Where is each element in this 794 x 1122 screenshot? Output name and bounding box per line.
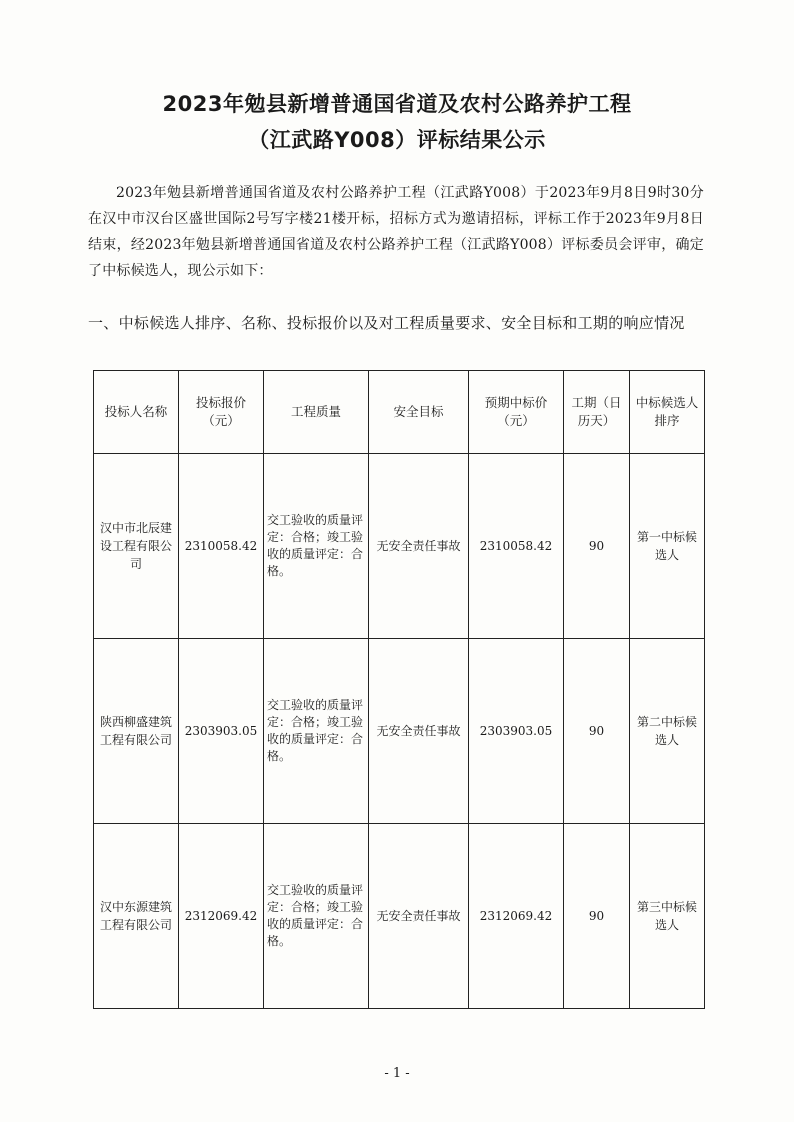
cell-rank: 第一中标候选人: [630, 454, 705, 639]
cell-quality: 交工验收的质量评定：合格；竣工验收的质量评定：合格。: [264, 639, 369, 824]
results-table: [93, 370, 705, 1009]
section1-heading: 一、中标候选人排序、名称、投标报价以及对工程质量要求、安全目标和工期的响应情况: [88, 314, 685, 332]
header-bidder: 投标人名称: [94, 371, 179, 454]
cell-bid-price: 2303903.05: [179, 639, 264, 824]
table-row: [94, 454, 705, 639]
table-row: [94, 824, 705, 1009]
header-duration: 工期（日历天）: [564, 371, 630, 454]
header-bid-price: 投标报价（元）: [179, 371, 264, 454]
cell-safety: 无安全责任事故: [369, 454, 469, 639]
header-rank: 中标候选人排序: [630, 371, 705, 454]
cell-quality: 交工验收的质量评定：合格；竣工验收的质量评定：合格。: [264, 454, 369, 639]
cell-rank: 第二中标候选人: [630, 639, 705, 824]
cell-expected-price: 2312069.42: [469, 824, 564, 1009]
document-title-line2: （江武路Y008）评标结果公示: [248, 128, 546, 152]
cell-expected-price: 2310058.42: [469, 454, 564, 639]
cell-bidder: 汉中市北辰建设工程有限公司: [94, 454, 179, 639]
cell-safety: 无安全责任事故: [369, 639, 469, 824]
header-quality: 工程质量: [264, 371, 369, 454]
table-row: [94, 639, 705, 824]
cell-safety: 无安全责任事故: [369, 824, 469, 1009]
header-safety: 安全目标: [369, 371, 469, 454]
cell-bid-price: 2310058.42: [179, 454, 264, 639]
cell-expected-price: 2303903.05: [469, 639, 564, 824]
cell-rank: 第三中标候选人: [630, 824, 705, 1009]
cell-duration: 90: [564, 454, 630, 639]
header-expected-price: 预期中标价（元）: [469, 371, 564, 454]
cell-duration: 90: [564, 824, 630, 1009]
cell-quality: 交工验收的质量评定：合格；竣工验收的质量评定：合格。: [264, 824, 369, 1009]
table-header-row: [94, 371, 705, 454]
cell-bid-price: 2312069.42: [179, 824, 264, 1009]
cell-duration: 90: [564, 639, 630, 824]
document-title-line1: 2023年勉县新增普通国省道及农村公路养护工程: [162, 92, 632, 116]
cell-bidder: 汉中东源建筑工程有限公司: [94, 824, 179, 1009]
intro-paragraph: 2023年勉县新增普通国省道及农村公路养护工程（江武路Y008）于2023年9月8日9时30分在汉中市汉台区盛世国际2号写字楼21楼开标，招标方式为邀请招标，评标工作于2023年9月8日结束，经2023年勉县新增普通国省道及农村公路养护工程（江武路Y008）评标委员会评审，确定了中标候选人，现公示如下：: [88, 185, 704, 279]
cell-bidder: 陕西柳盛建筑工程有限公司: [94, 639, 179, 824]
page-number: - 1 -: [384, 1066, 410, 1081]
